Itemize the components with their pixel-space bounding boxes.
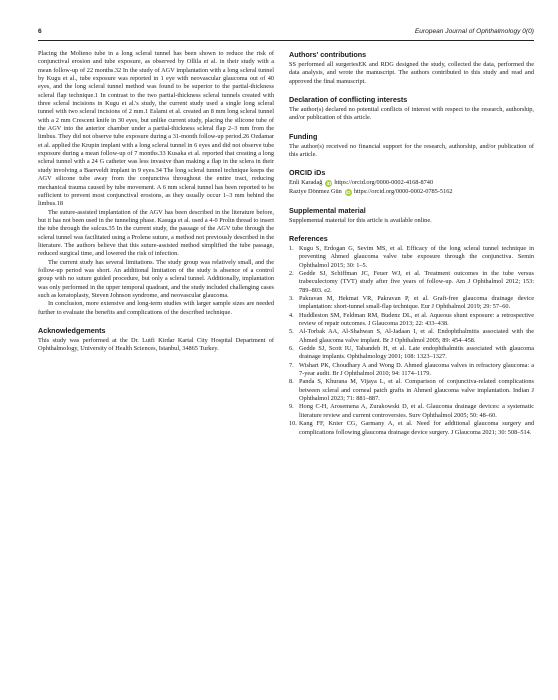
page-number: 6: [38, 28, 42, 35]
reference-number: 4.: [289, 311, 294, 319]
reference-item: [289, 312, 534, 329]
reference-text: Al-Torbak AA, Al-Shahwan S, Al-Jadaan I, et al. Endophthalmitis associated with the Ahmed glaucoma valve implant. Br J Ophthalmol 2005; 89: 454–458.: [299, 328, 534, 344]
reference-number: 7.: [289, 361, 294, 369]
reference-number: 2.: [289, 269, 294, 277]
reference-text: Huddleston SM, Feldman RM, Budenz DL, et al. Aqueous shunt exposure: a retrospective review of repair outcomes. J Glaucoma 2013; 22: 433–438.: [299, 311, 534, 328]
reference-item: [289, 345, 534, 362]
funding-text: The author(s) received no financial support for the research, authorship, and/or publication of this article.: [289, 142, 534, 159]
reference-item: [289, 420, 534, 437]
orcid-author-name: Enli Karadağ: [289, 179, 323, 187]
orcid-icon[interactable]: iD: [326, 181, 332, 187]
right-column: [289, 50, 534, 437]
reference-item: [289, 403, 534, 420]
reference-text: Gedde SJ, Schiffman JC, Feuer WJ, et al. Treatment outcomes in the tube versus trabeculectomy (TVT) study after five years of follow-up. Am J Ophthalmol 2012; 153: 789–803. e2.: [299, 269, 534, 294]
reference-text: Kugu S, Erdogan G, Sevim MS, et al. Efficacy of the long scleral tunnel technique in preventing Ahmed glaucoma valve tube exposure through the conjunctiva. Semin Ophthalmol 2015; 30: 1–5.: [299, 244, 534, 269]
reference-number: 6.: [289, 345, 294, 353]
supplemental-text: Supplemental material for this article is available online.: [289, 216, 432, 224]
reference-text: Gedde SJ, Scott IU, Tabandeh H, et al. Late endophthalmitis associated with glaucoma drainage implants. Ophthalmology 2001; 108: 1323–1327.: [299, 345, 534, 361]
reference-item: [289, 362, 534, 379]
reference-number: 8.: [289, 378, 294, 386]
reference-number: 3.: [289, 295, 294, 302]
supplemental-heading: Supplemental material: [289, 205, 366, 215]
references-heading: References: [289, 233, 328, 243]
orcid-link[interactable]: https://orcid.org/0000-0002-4168-8740: [334, 179, 434, 187]
orcid-link[interactable]: https://orcid.org/0000-0002-0785-5162: [353, 188, 453, 195]
reference-item: [289, 328, 534, 345]
acknowledgements-heading: Acknowledgements: [38, 326, 106, 335]
reference-list: [289, 245, 534, 437]
reference-text: Pakravan M, Hekmat VR, Pakravan P, et al. Graft-free glaucoma drainage device implantation: short-tunnel small-flap technique. Eur J Ophthalmol 2019; 29: 57–60.: [299, 295, 534, 311]
reference-text: Kang FF, Knier CG, Garmany A, et al. Need for additional glaucoma surgery and complications following glaucoma drainage device surgery. J Glaucoma 2021; 30: 508–514.: [299, 420, 534, 436]
reference-text: Wishart PK, Choudhary A and Wong D. Ahmed glaucoma valves in refractory glaucoma: a 7-year audit. Br J Ophthalmol 2010; 94: 1174–1179.: [299, 361, 534, 378]
orcid-entry: [289, 188, 534, 197]
conflicts-text: The author(s) declared no potential conflicts of interest with respect to the research, authorship, and/or publication of this article.: [289, 106, 534, 122]
reference-number: 10.: [289, 420, 297, 428]
acknowledgements-text: This study was performed at the Dr. Lutfi Kirdar Kartal City Hospital Department of Ophthalmology, University of Health Sciences, Istanbul, 34865 Turkey.: [38, 337, 274, 353]
reference-number: 9.: [289, 403, 294, 411]
body-paragraph: In conclusion, more extensive and long-term studies with larger sample sizes are needed further to evaluate the benefits and complications of the described technique.: [38, 300, 274, 316]
orcid-author-name: Raziye Dönmez Gün: [289, 188, 342, 195]
body-paragraph: Placing the Molteno tube in a long scleral tunnel has been shown to reduce the risk of conjunctival erosion and tube exposure, as observed by Ollila et al. in their study with a mean follow-up of 22 months.32 In the study of AGV implantation with a long scleral tunnel by Kugu et al., tube exposure was reported in 1 eye with neovascular glaucoma out of 40 eyes, and the long scleral tunnel method was found to be superior to the partial-thickness scleral flap technique.1 In contrast to the two partial-thickness scleral tunnels created with three scleral incisions in Kugu et al.'s study, the current study used a single long scleral tunnel with two scleral incisions of 2 mm.1 Eslami et al. created an 8 mm long scleral tunnel with a 2 mm Crescent knife in 30 eyes, but unlike current study, placing the silicone tube of the AGV into the anterior chamber under a partial-thickness scleral flap 2–3 mm from the limbus. They did not observe tube exposure during a 31-month follow-up period.26 Ozdamar et al. applied the Krupin implant with a long scleral tunnel in 6 eyes and did not observe tube exposure during a mean follow-up of 7 months.33 Kusaka et al. reported that creating a long scleral tunnel with a 24 G catheter was less invasive than making a flap in the sclera in their study involving a Baerveldt implant in 9 eyes.34 The long scleral tunnel technique keeps the AGV silicone tube away from the conjunctiva throughout the entire tract, reducing mechanical trauma caused by tube movement. A 6 mm scleral tunnel has been reported to be sufficient to prevent most conjunctival erosions, as they usually occur 1–3 mm behind the limbus.18: [38, 50, 274, 208]
journal-title: European Journal of Ophthalmology 0(0): [414, 28, 534, 35]
reference-number: 5.: [289, 328, 294, 336]
contributions-text: SS performed all surgeriesEK and RDG designed the study, collected the data, performed the data analysis, and wrote the manuscript. The authors contributed to this study and read and approved the final manuscript.: [289, 61, 534, 85]
orcid-heading: ORCID iDs: [289, 168, 326, 178]
body-paragraph: The current study has several limitations. The study group was relatively small, and the follow-up period was short. An additional limitation of the study is absence of a control group with no suture guided procedure, but only a scleral tunnel. Additionally, implantation was only performed in the upper temporal quadrant, and the study included challenging cases such as keratoplasty, Steven Johnson syndrome, and neovascular glaucoma.: [38, 258, 274, 299]
contributions-heading: Authors' contributions: [289, 50, 367, 59]
orcid-entry: [289, 179, 534, 188]
reference-item: [289, 378, 534, 403]
funding-heading: Funding: [289, 131, 318, 141]
reference-item: [289, 245, 534, 270]
reference-number: 1.: [289, 244, 294, 252]
page-header: [38, 28, 534, 40]
reference-item: [289, 270, 534, 295]
header-rule: [38, 40, 534, 41]
reference-text: Panda S, Khurana M, Vijaya L, et al. Comparison of conjunctiva-related complications between scleral and corneal patch grafts in Ahmed glaucoma valve implantation. Indian J Ophthalmol 2023; 71: 881–887.: [299, 378, 534, 403]
conflicts-heading: Declaration of conflicting interests: [289, 95, 408, 105]
reference-item: [289, 295, 534, 312]
body-paragraph: The suture-assisted implantation of the AGV has been described in the literature before, but it has not been used in the tunneling phase. Kasuga et al. used a 4-0 Prolin thread to insert the tube through the sulcus.35 In the current study, the passage of the AGV tube through the scleral tunnel was facilitated using a Prolene suture, a method not previously described in the literature. The authors believe that this suture-assisted method simplified the tube passage, reduced surgical time, and lowered the risk of infection.: [38, 208, 274, 258]
orcid-icon[interactable]: iD: [346, 189, 351, 195]
left-column: [38, 50, 274, 354]
reference-text: Hong C-H, Arosemena A, Zurakowski D, et al. Glaucoma drainage devices: a systematic literature review and current controversies. Surv Ophthalmol 2005; 50: 48–60.: [299, 403, 534, 419]
